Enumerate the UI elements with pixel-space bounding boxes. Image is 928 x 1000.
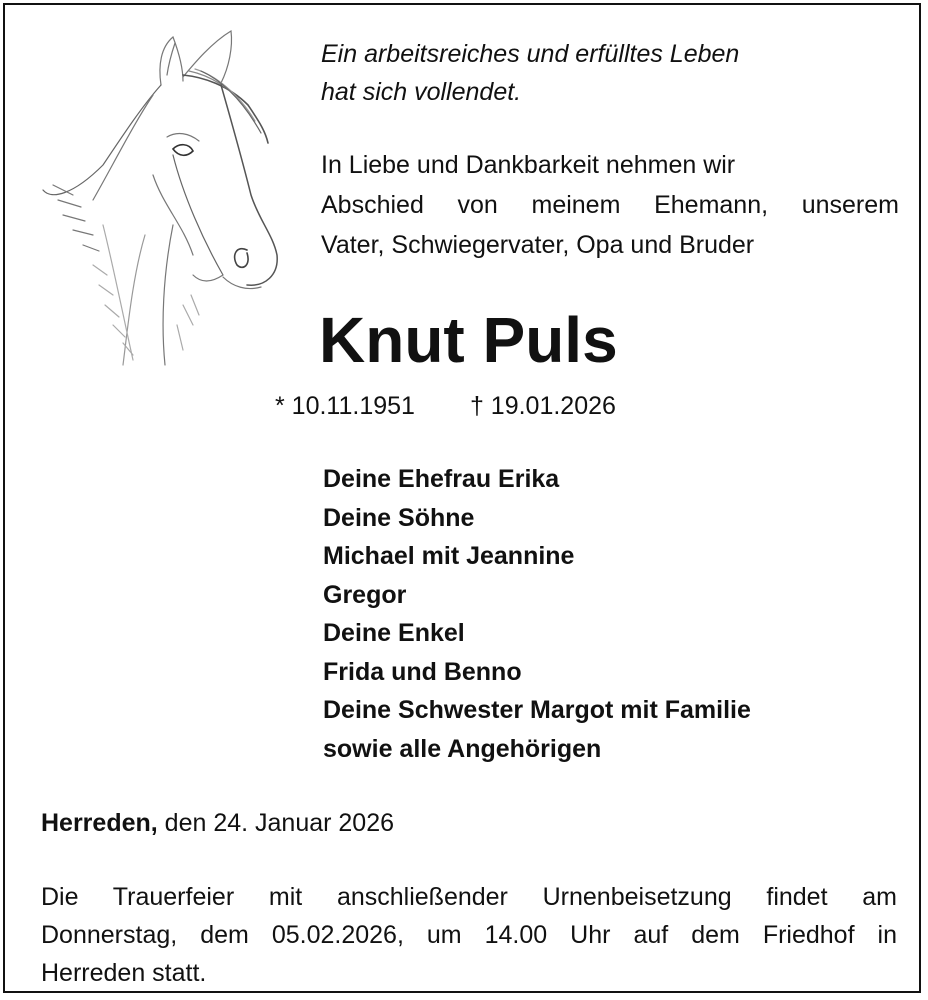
mourner-line: Deine Enkel [323, 619, 465, 647]
death-date: † 19.01.2026 [469, 392, 616, 420]
farewell-line: Vater, Schwiegervater, Opa und Bruder [321, 231, 755, 259]
deceased-name: Knut Puls [319, 304, 618, 376]
obituary-frame [3, 3, 921, 993]
ceremony-line: Donnerstag, dem 05.02.2026, um 14.00 Uhr auf dem Friedhof in [41, 921, 897, 949]
horse-sketch-icon [33, 25, 283, 370]
farewell-line: In Liebe und Dankbarkeit nehmen wir [321, 151, 736, 179]
mourner-line: Gregor [323, 580, 407, 609]
ceremony-line: Die Trauerfeier mit anschließender Urnenbeisetzung findet am [41, 883, 897, 911]
mourner-line: Frida und Benno [323, 657, 522, 686]
mourner-line: Deine Ehefrau Erika [323, 465, 560, 493]
birth-date: * 10.11.1951 [275, 392, 415, 420]
mourners-list [323, 460, 751, 768]
place-city: Herreden, [41, 809, 158, 837]
intro-line: Ein arbeitsreiches und erfülltes Leben [321, 40, 740, 68]
farewell-text [321, 145, 899, 265]
intro-line: hat sich vollendet. [321, 78, 522, 106]
ceremony-notice [41, 878, 897, 992]
mourner-line: sowie alle Angehörigen [323, 734, 602, 763]
mourner-line: Deine Schwester Margot mit Familie [323, 696, 751, 724]
life-dates [275, 388, 616, 424]
ceremony-line: Herreden statt. [41, 959, 207, 987]
place-date [41, 805, 394, 841]
intro-quote [321, 35, 901, 111]
mourner-line: Deine Söhne [323, 503, 475, 532]
mourner-line: Michael mit Jeannine [323, 542, 575, 570]
place-date-text: den 24. Januar 2026 [157, 809, 395, 837]
farewell-line: Abschied von meinem Ehemann, unserem [321, 191, 899, 219]
